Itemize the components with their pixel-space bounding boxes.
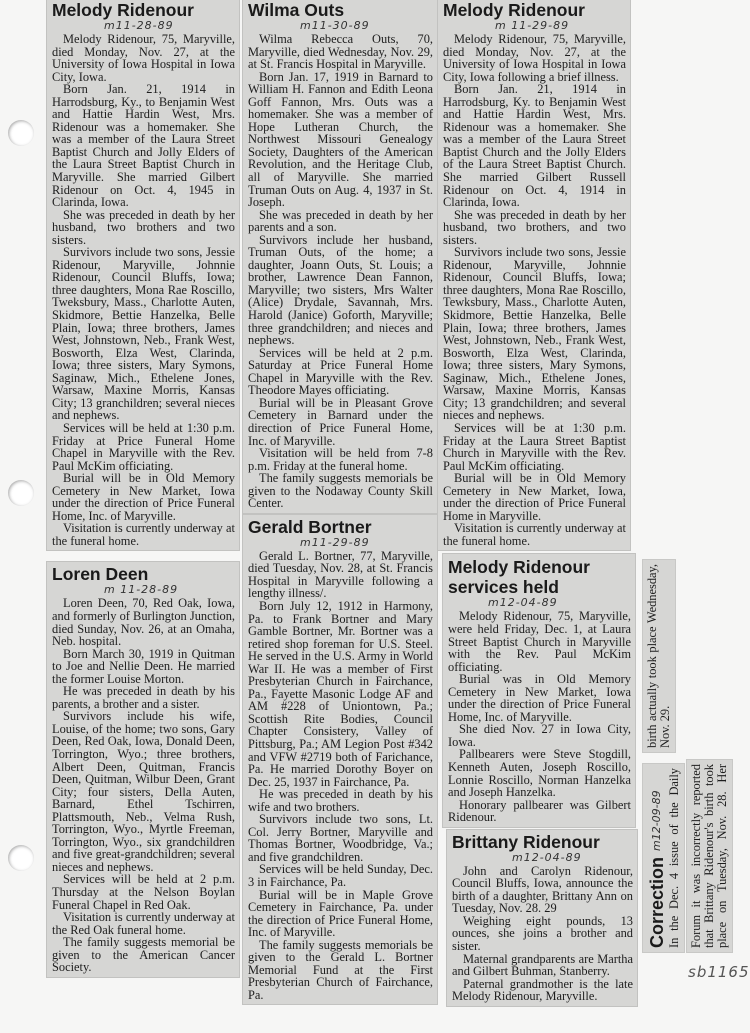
article-body (52, 33, 235, 547)
article-body (52, 597, 235, 973)
article-body (248, 33, 433, 510)
paragraph: Burial will be in Old Memory Cemetery in New Market, Iowa, under the direction of Price Funeral Home in Maryville. (443, 471, 626, 523)
paragraph: Wilma Rebecca Outs, 70, Maryville, died Wednesday, Nov. 29, at St. Francis Hospital in Maryville. (248, 32, 433, 72)
paragraph: Burial will be in Pleasant Grove Cemetery in Barnard under the direction of Price Funeral Home, Inc. of Maryville. (248, 395, 433, 448)
clipping-correction-part-3 (643, 560, 675, 752)
clipping-brittany-ridenour-birth (447, 830, 637, 1006)
headline: Wilma Outs (248, 0, 345, 20)
handwritten-date: m12-04-89 (512, 850, 582, 864)
clipping-loren-deen-obituary (47, 562, 239, 976)
article-body (443, 33, 626, 547)
paragraph: He was preceded in death by his parents, a brother and a sister. (52, 684, 235, 711)
correction-line: that Brittany Ridenour's birth took (702, 764, 716, 948)
paragraph: Visitation is currently underway at the funeral home. (52, 521, 235, 548)
headline: Correction (647, 856, 667, 948)
headline: services held (448, 577, 559, 598)
paragraph: Pallbearers were Steve Stogdill, Kenneth Auten, Joseph Roscillo, Lonnie Roscillo, Norman Hanzelka and Joseph Hanzelka. (448, 747, 631, 800)
clipping-gerald-bortner-obituary (243, 515, 437, 1005)
correction-line: Forum it was incorrectly reported (689, 764, 703, 948)
paragraph: Services will be held at 1:30 p.m. Friday at Price Funeral Home Chapel in Maryville with the Rev. Paul McKim officiating. (52, 420, 235, 473)
punch-hole (8, 120, 34, 146)
paragraph: Visitation will be held from 7-8 p.m. Friday at the funeral home. (248, 446, 433, 473)
correction-row (643, 760, 732, 952)
handwritten-date: m12-09-89 (650, 790, 663, 851)
handwritten-date: m11-30-89 (300, 19, 370, 32)
paragraph: Weighing eight pounds, 13 ounces, she joins a brother and sister. (452, 913, 633, 953)
paragraph: Born Jan. 17, 1919 in Barnard to William H. Fannon and Edith Leona Goff Fannon, Mrs. Outs was a homemaker. She was a member of Hope Lutheran Church, the Northwest Missouri Genealogy Society, Daughters of the American Revolution, and the Heritage Club, all of Maryville. She married Truman Outs on Aug. 4, 1937 in St. Joseph. (248, 69, 433, 210)
paragraph: Survivors include two sons, Lt. Col. Jerry Bortner, Maryville and Thomas Bortner, Woodbridge, Va.; and five grandchildren. (248, 812, 433, 864)
clipping-melody-ridenour-obituary-1 (47, 0, 239, 550)
paragraph: Survivors include his wife, Louise, of the home; two sons, Gary Deen, Red Oak, Iowa, Donald Deen, Torrington, Wyo.; three brothers, Albert Deen, Quitman, Francis Deen, Quitman, Wilbur Deen, Grant City; four sisters, Della Auten, Barnard, Ethel Tschirren, Plattsmouth, Neb., Velma Rush, Torrington, Wyo., Myrtle Freeman, Torrington, Wyo., six grandchildren and five great-grandchildren; several nieces and nephews. (52, 709, 235, 874)
paragraph: Services will be at 1:30 p.m. Friday at the Laura Street Baptist Church in Maryville with the Rev. Paul McKim officiating. (443, 420, 626, 473)
paragraph: Burial will be in Maple Grove Cemetery in Fairchance, Pa. under the direction of Price Funeral Home, Inc. of Maryville. (248, 887, 433, 940)
headline: Loren Deen (52, 564, 149, 585)
paragraph: Survivors include two sons, Jessie Ridenour, Maryville, Johnnie Ridenour, Council Bluffs, Iowa; three daughters, Mona Rae Roscillo, Tewksbury, Mass., Charlotte Auten, Skidmore, Bettie Hanzelka, Belle Plain, Iowa; three brothers, James West, Johnstown, Neb., Frank West, Bosworth, Elza West, Clarinda, Iowa; three sisters, Mary Symons, Saginaw, Mich., Ethelene Jones, Warsaw, Maxine Morris, Kansas City; 13 grandchildren; and several nieces and nephews. (443, 245, 626, 423)
paragraph: She was preceded in death by her husband, two brothers, and two sisters. (443, 207, 626, 247)
clipping-melody-ridenour-obituary-2 (438, 0, 630, 550)
handwritten-archive-number: sb1165 (688, 963, 750, 981)
handwritten-date: m12-04-89 (488, 596, 558, 610)
paragraph: Melody Ridenour, 75, Maryville, died Monday, Nov. 27, at the University of Iowa Hospital in Iowa City, Iowa. (52, 32, 235, 84)
paragraph: Services will be held at 2 p.m. Saturday at Price Funeral Home Chapel in Maryville with the Rev. Theodore Mayes officiating. (248, 345, 433, 398)
clipping-correction-part-2 (687, 760, 732, 952)
paragraph: The family suggests memorial be given to the American Cancer Society. (52, 935, 235, 975)
clipping-melody-ridenour-services (443, 554, 635, 826)
paragraph: Born Jan. 21, 1914 in Harrodsburg, Ky., to Benjamin West and Hattie Hardin West, Mrs. Ridenour was a homemaker. She was a member of the Laura Street Baptist Church and Jolly Elders of the Laura Street Baptist Church in Maryville. She married Gilbert Ridenour on Oct. 4, 1945 in Clarinda, Iowa. (52, 82, 235, 210)
handwritten-date: m11-28-89 (104, 19, 174, 32)
correction-line: birth actually took place Wednesday, (645, 564, 659, 748)
paragraph: She was preceded in death by her parents and a son. (248, 207, 433, 235)
headline: Melody Ridenour (52, 0, 194, 20)
handwritten-date: m 11-29-89 (495, 19, 570, 32)
paragraph: Born March 30, 1919 in Quitman to Joe and Nellie Deen. He married the former Louise Morton. (52, 646, 235, 686)
paragraph: Gerald L. Bortner, 77, Maryville, died Tuesday, Nov. 28, at St. Francis Hospital in Maryville following a lengthy illness/. (248, 548, 433, 601)
paragraph: She died Nov. 27 in Iowa City, Iowa. (448, 722, 631, 749)
paragraph: Survivors include two sons, Jessie Ridenour, Maryville, Johnnie Ridenour, Council Bluffs, Iowa; three daughters, Mona Rae Roscillo, Tweksbury, Mass., Charlotte Auten, Skidmore, Bettie Hanzelka, Belle Plain, Iowa; three brothers, James West, Johnstown, Neb., Frank West, Bosworth, Elza West, Clarinda, Iowa; three sisters, Mary Symons, Saginaw, Mich., Ethelene Jones, Warsaw, Maxine Morris, Kansas City; 13 granchildren; several nieces and nephews. (52, 245, 235, 423)
paragraph: The family suggests memorials be given to the Nodaway County Skill Center. (248, 471, 433, 511)
paragraph: Honorary pallbearer was Gilbert Ridenour. (448, 797, 631, 825)
correction-line: In the Dec. 4 issue of the Daily (667, 768, 681, 948)
clipping-correction-part-1 (643, 764, 684, 952)
headline: Melody Ridenour (443, 0, 585, 20)
headline: Melody Ridenour (448, 557, 590, 578)
article-body (452, 865, 633, 1003)
correction-header (646, 768, 668, 948)
correction-clipping-group (643, 560, 732, 952)
paragraph: Loren Deen, 70, Red Oak, Iowa, and formerly of Burlington Junction, died Sunday, Nov. 26, at an Omaha, Neb. hospital. (52, 596, 235, 649)
correction-line: place on Tuesday, Nov. 28. Her (715, 764, 729, 948)
clipping-wilma-outs-obituary (243, 0, 437, 513)
paragraph: Survivors include her husband, Truman Outs, of the home; a daughter, Joann Outs, St. Louis; a brother, Lawrence Dean Fannon, Maryville; two sisters, Mrs Walter (Alice) Drydale, Savannah, Mrs. Harold (Janice) Goforth, Maryville; three grandchildren; and nieces and nephews. (248, 232, 433, 348)
paragraph: Born Jan. 21, 1914 in Harrodsburg, Ky. to Benjamin West and Hattie Hardin West, Mrs. Ridenour was a homemaker. She was a member of the Laura Street Baptist Church and the Jolly Elders of the Laura Street Baptist Church. She married Gilbert Russell Ridenour on Oct. 4, 1914 in Clarinda, Iowa. (443, 82, 626, 210)
paragraph: Visitation is currently underway at the funeral home. (443, 521, 626, 548)
correction-line: Nov. 29. (658, 705, 672, 748)
article-body (248, 550, 433, 1002)
paragraph: Visitation is currently underway at the Red Oak funeral home. (52, 910, 235, 937)
column-3 (438, 0, 638, 1006)
paragraph: Born July 12, 1912 in Harmony, Pa. to Frank Bortner and Mary Gamble Bortner, Mr. Bortner was a retired shop foreman for U.S. Steel. He served in the U.S. Army in World War II. He was a member of First Presbyterian Church in Fairchance, Pa., Fayette Masonic Lodge AF and AM #228 of Uniontown, Pa.; Scottish Rite Bodies, Council Chapter Consistery, Valley of Pittsburg, Pa.; AM Legion Post #342 and VFW #2719 both of Farichance, Pa. He married Dorothy Boyer on Dec. 25, 1937 in Fairchance, Pa. (248, 598, 433, 789)
handwritten-date: m 11-28-89 (104, 583, 179, 597)
handwritten-date: m11-29-89 (300, 535, 370, 549)
column-2 (243, 0, 437, 1004)
paragraph: John and Carolyn Ridenour, Council Bluffs, Iowa, announce the birth of a daughter, Brittany Ann on Tuesday, Nov. 28. 29 (452, 863, 633, 916)
column-1 (47, 0, 239, 977)
headline: Brittany Ridenour (452, 831, 600, 852)
paragraph: He was preceded in death by his wife and two brothers. (248, 787, 433, 814)
paragraph: Services will be held Sunday, Dec. 3 in Fairchance, Pa. (248, 862, 433, 889)
punch-hole (8, 480, 34, 506)
paragraph: Burial will be in Old Memory Cemetery in New Market, Iowa under the direction of Price Funeral Home, Inc. of Maryville. (52, 471, 235, 523)
punch-hole (8, 845, 34, 871)
article-body (448, 610, 631, 823)
paragraph: Melody Ridenour, 75, Maryville, died Monday, Nov. 27, at the University of Iowa Hospital in Iowa City, Iowa following a brief illness. (443, 32, 626, 84)
paragraph: She was preceded in death by her husband, two brothers and two sisters. (52, 207, 235, 247)
paragraph: Paternal grandmother is the late Melody Ridenour, Maryville. (452, 976, 633, 1004)
paragraph: Burial was in Old Memory Cemetery in New Market, Iowa under the direction of Price Funeral Home, Inc. of Maryville. (448, 672, 631, 724)
paragraph: Maternal grandparents are Martha and Gilbert Buhman, Stanberry. (452, 951, 633, 979)
paragraph: Services will be held at 2 p.m. Thursday at the Nelson Boylan Funeral Chapel in Red Oak. (52, 872, 235, 912)
paragraph: Melody Ridenour, 75, Maryville, were held Friday, Dec. 1, at Laura Street Baptist Church in Maryville with the Rev. Paul McKim officiating. (448, 609, 631, 674)
paragraph: The family suggests memorials be given to the Gerald L. Bortner Memorial Fund at the First Presbyterian Church of Fairchance, Pa. (248, 937, 433, 1002)
headline: Gerald Bortner (248, 516, 372, 537)
